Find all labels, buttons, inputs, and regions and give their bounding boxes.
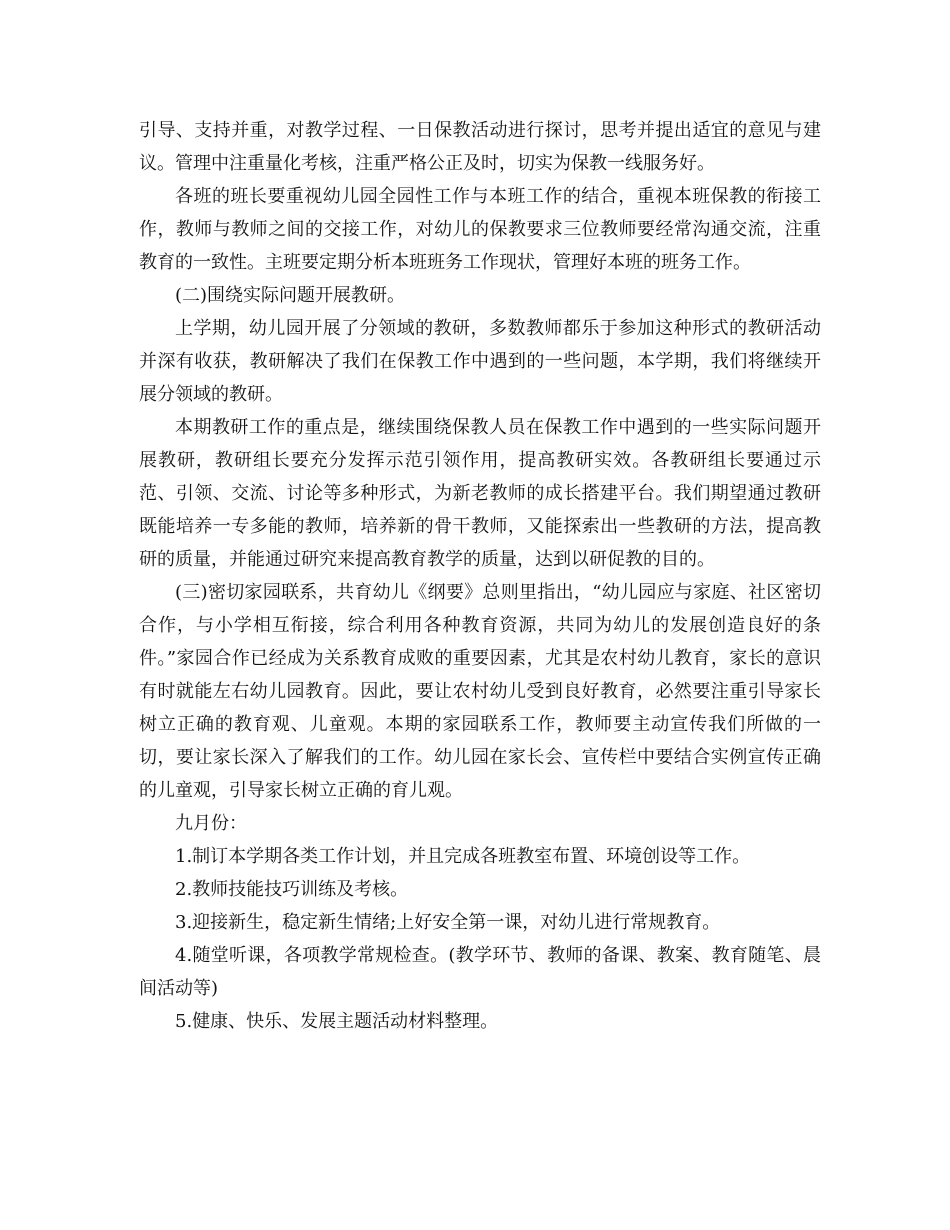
list-item-3: 3.迎接新生，稳定新生情绪;上好安全第一课，对幼儿进行常规教育。 bbox=[175, 912, 721, 933]
paragraph-research-focus: 本期教研工作的重点是，继续围绕保教人员在保教工作中遇到的一些实际问题开展教研，教研组长要充分发挥示范引领作用，提高教研实效。各教研组长要通过示范、引领、交流、讨论等多种形式，为新老教师的成长搭建平台。我们期望通过教研既能培养一专多能的教师，培养新的骨干教师，又能探索出一些教研的方法，提高教研的质量，并能通过研究来提高教育教学的质量，达到以研促教的目的。 bbox=[139, 417, 821, 570]
list-item-5: 5.健康、快乐、发展主题活动材料整理。 bbox=[175, 1011, 499, 1032]
list-item-2: 2.教师技能技巧训练及考核。 bbox=[175, 879, 409, 900]
list-item-1: 1.制订本学期各类工作计划，并且完成各班教室布置、环境创设等工作。 bbox=[175, 846, 751, 867]
section-heading-teaching-research: (二)围绕实际问题开展教研。 bbox=[175, 285, 406, 306]
paragraph-intro-continuation: 引导、支持并重，对教学过程、一日保教活动进行探讨，思考并提出适宜的意见与建议。管理中注重量化考核，注重严格公正及时，切实为保教一线服务好。 bbox=[139, 120, 821, 174]
list-item-4: 4.随堂听课，各项教学常规检查。(教学环节、教师的备课、教案、教育随笔、晨间活动等) bbox=[139, 945, 821, 999]
heading-september: 九月份： bbox=[175, 813, 247, 834]
paragraph-last-semester-research: 上学期，幼儿园开展了分领域的教研，多数教师都乐于参加这种形式的教研活动并深有收获，教研解决了我们在保教工作中遇到的一些问题，本学期，我们将继续开展分领域的教研。 bbox=[139, 318, 821, 405]
paragraph-class-leaders: 各班的班长要重视幼儿园全园性工作与本班工作的结合，重视本班保教的衔接工作，教师与教师之间的交接工作，对幼儿的保教要求三位教师要经常沟通交流，注重教育的一致性。主班要定期分析本班班务工作现状，管理好本班的班务工作。 bbox=[139, 186, 821, 273]
document-body bbox=[139, 114, 821, 1038]
paragraph-home-school-contact: (三)密切家园联系，共育幼儿《纲要》总则里指出，“幼儿园应与家庭、社区密切合作，与小学相互衔接，综合利用各种教育资源，共同为幼儿的发展创造良好的条件。”家园合作已经成为关系教育成败的重要因素，尤其是农村幼儿教育，家长的意识有时就能左右幼儿园教育。因此，要让农村幼儿受到良好教育，必然要注重引导家长树立正确的教育观、儿童观。本期的家园联系工作，教师要主动宣传我们所做的一切，要让家长深入了解我们的工作。幼儿园在家长会、宣传栏中要结合实例宣传正确的儿童观，引导家长树立正确的育儿观。 bbox=[139, 582, 821, 801]
